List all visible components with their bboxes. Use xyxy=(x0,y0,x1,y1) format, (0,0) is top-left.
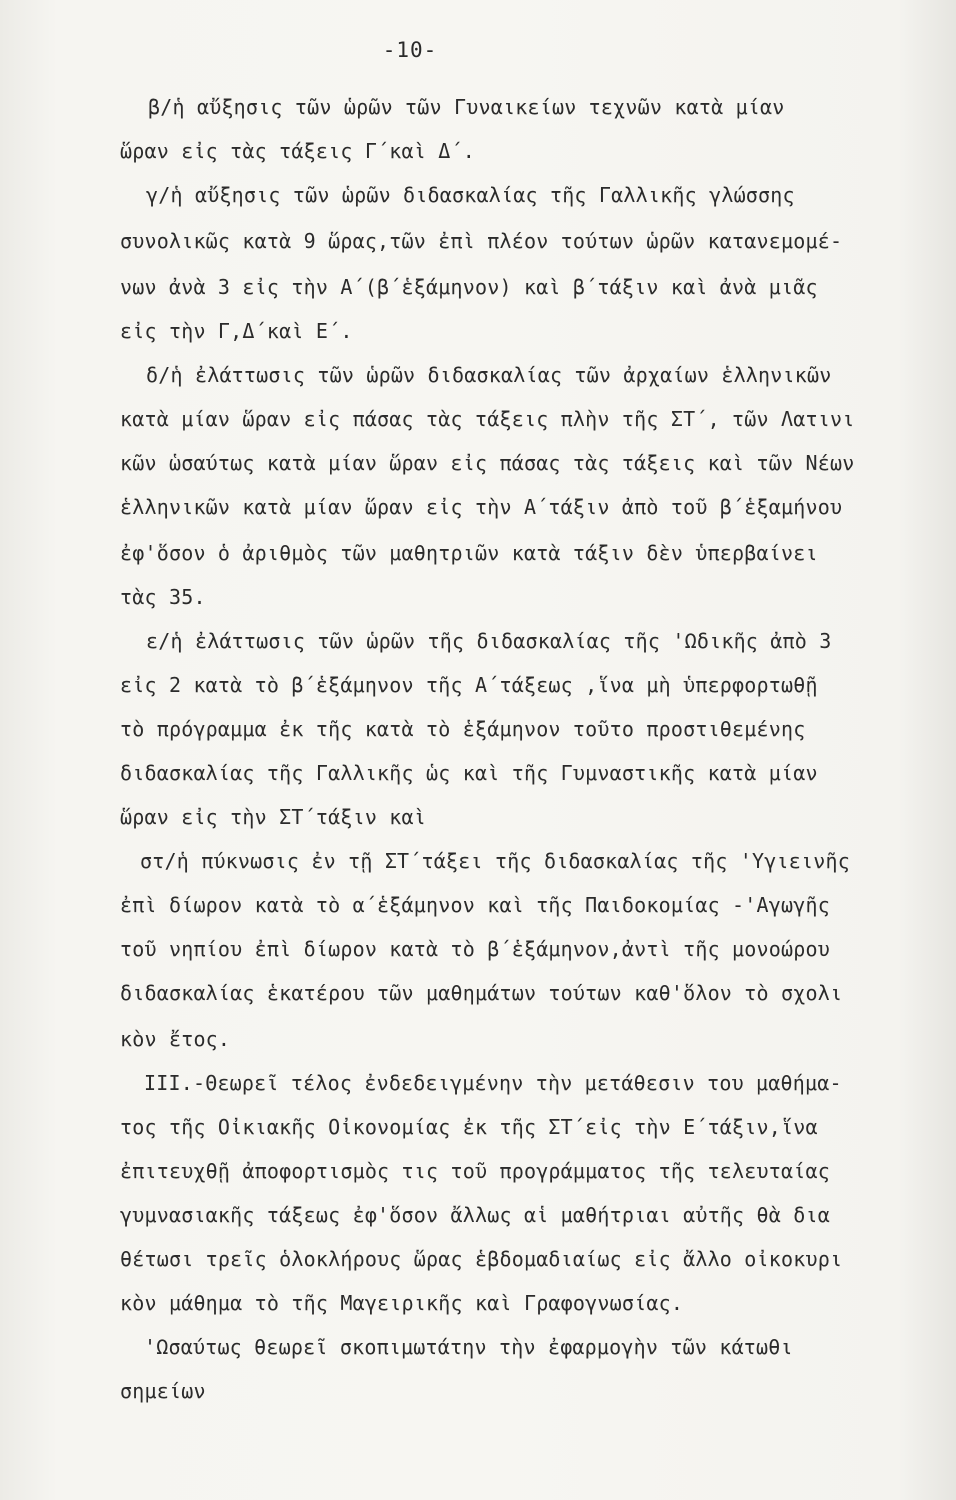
text-line: τοῦ νηπίου ἐπὶ δίωρον κατὰ τὸ β΄ἑξάμηνον,ἀντὶ τῆς μονοώρου xyxy=(120,937,830,961)
text-line: 'Ωσαύτως θεωρεῖ σκοπιμωτάτην τὴν ἐφαρμογὴν τῶν κάτωθι xyxy=(144,1335,793,1359)
text-line: ε/ἡ ἐλάττωσις τῶν ὡρῶν τῆς διδασκαλίας τῆς 'Ωδικῆς ἀπὸ 3 xyxy=(146,629,832,653)
text-line: τος τῆς Οἰκιακῆς Οἰκονομίας ἐκ τῆς ΣΤ΄εἰς τὴν Ε΄τάξιν,ἵνα xyxy=(120,1115,818,1139)
text-line: κατὰ μίαν ὥραν εἰς πάσας τὰς τάξεις πλὴν τῆς ΣΤ΄, τῶν Λατινι xyxy=(120,407,855,431)
text-line: εἰς τὴν Γ,Δ΄καὶ Ε΄. xyxy=(120,319,353,343)
text-line: δ/ἡ ἐλάττωσις τῶν ὡρῶν διδασκαλίας τῶν ἀρχαίων ἑλληνικῶν xyxy=(146,363,832,387)
text-line: εἰς 2 κατὰ τὸ β΄ἑξάμηνον τῆς Α΄τάξεως ,ἵνα μὴ ὑπερφορτωθῇ xyxy=(120,673,818,697)
text-line: κῶν ὡσαύτως κατὰ μίαν ὥραν εἰς πάσας τὰς τάξεις καὶ τῶν Νέων xyxy=(120,451,855,475)
text-line: ἑλληνικῶν κατὰ μίαν ὥραν εἰς τὴν Α΄τάξιν ἀπὸ τοῦ β΄ἑξαμήνου xyxy=(120,495,843,519)
text-line: κὸν μάθημα τὸ τῆς Μαγειρικῆς καὶ Γραφογνωσίας. xyxy=(120,1291,684,1315)
text-line: διδασκαλίας ἑκατέρου τῶν μαθημάτων τούτων καθ'ὅλον τὸ σχολι xyxy=(120,981,843,1005)
text-line: γ/ἡ αὔξησις τῶν ὡρῶν διδασκαλίας τῆς Γαλλικῆς γλώσσης xyxy=(146,183,795,207)
text-line: ἐπιτευχθῇ ἀποφορτισμὸς τις τοῦ προγράμματος τῆς τελευταίας xyxy=(120,1159,830,1183)
text-line: τὸ πρόγραμμα ἐκ τῆς κατὰ τὸ ἑξάμηνον τοῦτο προστιθεμένης xyxy=(120,717,806,741)
text-line: ἐφ'ὅσον ὁ ἀριθμὸς τῶν μαθητριῶν κατὰ τάξιν δὲν ὑπερβαίνει xyxy=(120,541,818,565)
text-line: νων ἀνὰ 3 εἰς τὴν Α΄(β΄ἑξάμηνον) καὶ β΄τάξιν καὶ ἀνὰ μιᾶς xyxy=(120,275,818,299)
text-line: β/ἡ αὔξησις τῶν ὡρῶν τῶν Γυναικείων τεχνῶν κατὰ μίαν xyxy=(148,95,785,119)
text-line: στ/ἡ πύκνωσις ἐν τῇ ΣΤ΄τάξει τῆς διδασκαλίας τῆς 'Υγιεινῆς xyxy=(140,849,850,873)
text-line: ΙΙΙ.-Θεωρεῖ τέλος ἐνδεδειγμένην τὴν μετάθεσιν του μαθήμα- xyxy=(144,1071,842,1095)
text-line: γυμνασιακῆς τάξεως ἐφ'ὅσον ἄλλως αἱ μαθήτριαι αὐτῆς θὰ δια xyxy=(120,1203,830,1227)
text-line: ἐπὶ δίωρον κατὰ τὸ α΄ἑξάμηνον καὶ τῆς Παιδοκομίας -'Αγωγῆς xyxy=(120,893,830,917)
page-number: -10- xyxy=(382,38,438,62)
text-line: συνολικῶς κατὰ 9 ὥρας,τῶν ἐπὶ πλέον τούτων ὡρῶν κατανεμομέ- xyxy=(120,229,843,253)
text-line: διδασκαλίας τῆς Γαλλικῆς ὡς καὶ τῆς Γυμναστικῆς κατὰ μίαν xyxy=(120,761,818,785)
text-line: σημείων xyxy=(120,1379,206,1403)
text-line: τὰς 35. xyxy=(120,585,206,609)
text-line: ὥραν εἰς τὴν ΣΤ΄τάξιν καὶ xyxy=(120,805,427,829)
text-line: θέτωσι τρεῖς ὁλοκλήρους ὥρας ἑβδομαδιαίως εἰς ἄλλο οἰκοκυρι xyxy=(120,1247,843,1271)
text-line: κὸν ἔτος. xyxy=(120,1027,231,1051)
text-line: ὥραν εἰς τὰς τάξεις Γ΄καὶ Δ΄. xyxy=(120,139,475,163)
